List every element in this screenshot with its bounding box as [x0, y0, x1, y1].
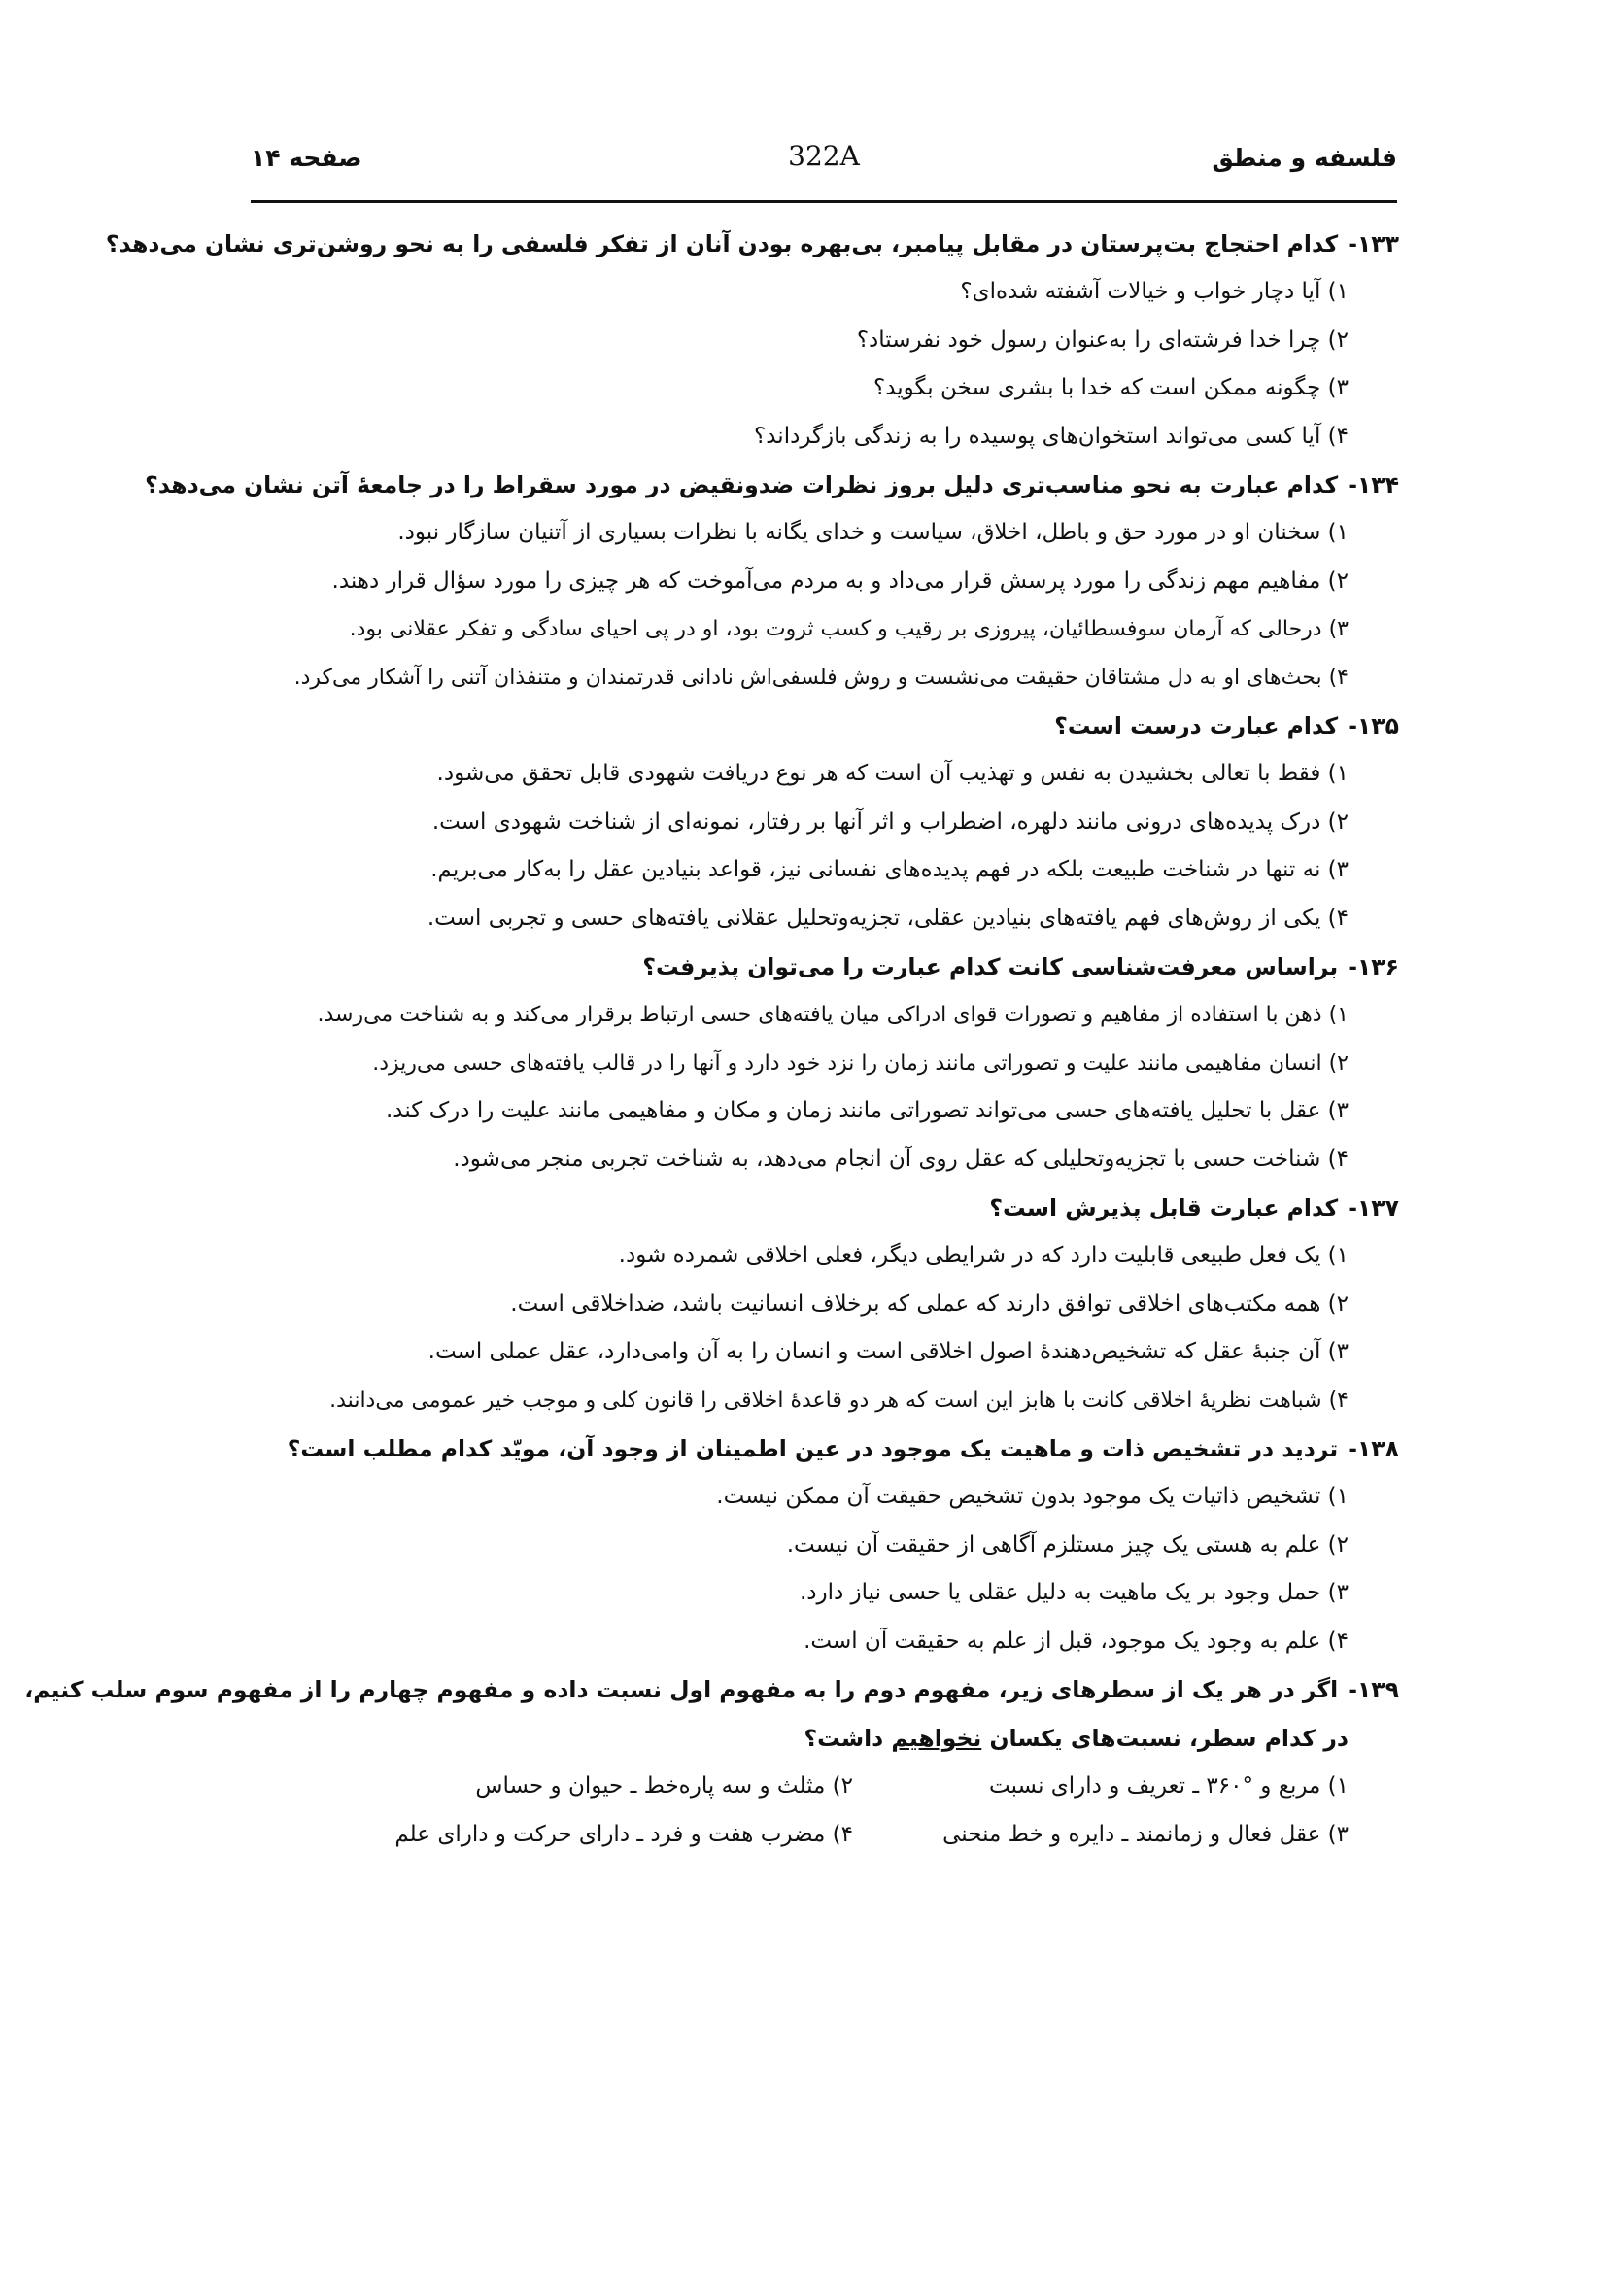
question-number: ۱۳۶- — [1348, 953, 1399, 980]
question-text: کدام عبارت درست است؟ — [1054, 712, 1339, 739]
option-4: ۴) آیا کسی می‌تواند استخوان‌های پوسیده را به زندگی بازگرداند؟ — [754, 423, 1349, 449]
question-stem — [145, 461, 1399, 509]
question-text: کدام احتجاج بت‌پرستان در مقابل پیامبر، بی‌بهره بودن آنان از تفکر فلسفی را به نحو روشن‌تری نشان می‌دهد؟ — [105, 230, 1339, 257]
option-2: ۲) علم به هستی یک چیز مستلزم آگاهی از حقیقت آن نیست. — [786, 1531, 1349, 1558]
header-divider — [251, 200, 1397, 203]
question-136 — [204, 942, 1399, 1183]
page-header — [251, 140, 1397, 192]
question-number: ۱۳۸- — [1348, 1435, 1399, 1462]
question-number: ۱۳۹- — [1348, 1676, 1399, 1703]
option-4: ۴) یکی از روش‌های فهم یافته‌های بنیادین عقلی، تجزیه‌وتحلیل عقلانی یافته‌های حسی و تجربی است. — [427, 905, 1349, 931]
option-4: ۴) شباهت نظریهٔ اخلاقی کانت با هابز این است که هر دو قاعدهٔ اخلاقی را قانون کلی و موجب خیر عمومی می‌دانند. — [329, 1388, 1349, 1413]
question-number: ۱۳۵- — [1348, 712, 1399, 739]
option-3: ۳) حمل وجود بر یک ماهیت به دلیل عقلی یا حسی نیاز دارد. — [799, 1580, 1349, 1605]
question-number: ۱۳۷- — [1348, 1194, 1399, 1221]
option-1: ۱) آیا دچار خواب و خیالات آشفته شده‌ای؟ — [960, 279, 1349, 304]
question-stem-continuation — [204, 1714, 1399, 1763]
option-4: ۴) علم به وجود یک موجود، قبل از علم به حقیقت آن است. — [804, 1628, 1349, 1654]
option-3: ۳) عقل فعال و زمانمند ـ دایره و خط منحنی — [942, 1821, 1349, 1847]
question-text: کدام عبارت به نحو مناسب‌تری دلیل بروز نظرات ضدونقیض در مورد سقراط را در جامعهٔ آتن نشان می‌دهد؟ — [145, 471, 1339, 498]
question-stem — [204, 1183, 1399, 1232]
underlined-negation: نخواهیم — [891, 1725, 982, 1752]
question-text: کدام عبارت قابل پذیرش است؟ — [989, 1194, 1339, 1221]
question-137 — [204, 1183, 1399, 1424]
question-text: تردید در تشخیص ذات و ماهیت یک موجود در عین اطمینان از وجود آن، مویّد کدام مطلب است؟ — [287, 1435, 1339, 1462]
option-2: ۲) درک پدیده‌های درونی مانند دلهره، اضطراب و اثر آنها بر رفتار، نمونه‌ای از شناخت شهودی است. — [431, 808, 1349, 835]
option-1: ۱) فقط با تعالی بخشیدن به نفس و تهذیب آن است که هر نوع دریافت شهودی قابل تحقق می‌شود. — [436, 761, 1349, 786]
option-3: ۳) عقل با تحلیل یافته‌های حسی می‌تواند تصوراتی مانند زمان و مکان و مفاهیمی مانند علیت را درک کند. — [385, 1098, 1349, 1123]
option-1: ۱) سخنان او در مورد حق و باطل، اخلاق، سیاست و خدای یگانه با نظرات بسیاری از آتنیان سازگار نبود. — [397, 520, 1349, 545]
question-stem — [105, 220, 1399, 268]
stem-cont-before: در کدام سطر، نسبت‌های یکسان — [981, 1725, 1349, 1752]
option-4: ۴) بحث‌های او به دل مشتاقان حقیقت می‌نشست و روش فلسفی‌اش نادانی قدرتمندان و متنفذان آتنی را آشکار می‌کرد. — [293, 665, 1349, 690]
question-number: ۱۳۴- — [1348, 471, 1399, 498]
option-2: ۲) همه مکتب‌های اخلاقی توافق دارند که عملی که برخلاف انسانیت باشد، ضداخلاقی است. — [510, 1290, 1349, 1317]
question-text: براساس معرفت‌شناسی کانت کدام عبارت را می‌توان پذیرفت؟ — [642, 953, 1339, 980]
option-3: ۳) آن جنبهٔ عقل که تشخیص‌دهندهٔ اصول اخلاقی است و انسان را به آن وامی‌دارد، عقل عملی است. — [427, 1339, 1349, 1364]
subject-title: فلسفه و منطق — [1212, 144, 1397, 172]
question-stem — [24, 1665, 1399, 1714]
option-3: ۳) نه تنها در شناخت طبیعت بلکه در فهم پدیده‌های نفسانی نیز، قواعد بنیادین عقل را به‌کار می‌بریم. — [430, 857, 1349, 882]
questions-section — [24, 220, 1399, 1859]
option-1: ۱) مربع و °۳۶۰ ـ تعریف و دارای نسبت — [989, 1773, 1349, 1799]
option-1: ۱) ذهن با استفاده از مفاهیم و تصورات قوای ادراکی میان یافته‌های حسی ارتباط برقرار می‌کند و به شناخت می‌رسد. — [317, 1003, 1349, 1027]
option-3: ۳) چگونه ممکن است که خدا با بشری سخن بگوید؟ — [872, 375, 1349, 400]
question-number: ۱۳۳- — [1348, 230, 1399, 257]
option-4: ۴) مضرب هفت و فرد ـ دارای حرکت و دارای علم — [394, 1821, 853, 1847]
question-139 — [24, 1665, 1399, 1859]
question-134 — [145, 461, 1399, 702]
question-135 — [204, 702, 1399, 942]
option-4: ۴) شناخت حسی با تجزیه‌وتحلیلی که عقل روی آن انجام می‌دهد، به شناخت تجربی منجر می‌شود. — [453, 1146, 1349, 1172]
option-grid — [204, 1763, 1399, 1859]
option-1: ۱) تشخیص ذاتیات یک موجود بدون تشخیص حقیقت آن ممکن نیست. — [716, 1484, 1349, 1509]
option-list — [204, 1473, 1399, 1665]
option-2: ۲) چرا خدا فرشته‌ای را به‌عنوان رسول خود نفرستاد؟ — [856, 326, 1349, 353]
question-133 — [105, 220, 1399, 461]
question-stem — [204, 1424, 1399, 1473]
page-number: صفحه ۱۴ — [251, 144, 362, 172]
option-2: ۲) مثلث و سه پاره‌خط ـ حیوان و حساس — [475, 1773, 853, 1799]
booklet-code: 322A — [788, 140, 860, 172]
option-list — [204, 750, 1399, 942]
option-3: ۳) درحالی که آرمان سوفسطائیان، پیروزی بر رقیب و کسب ثروت بود، او در پی احیای سادگی و تفکر عقلانی بود. — [349, 617, 1349, 641]
option-list — [204, 509, 1399, 702]
question-stem — [204, 942, 1399, 991]
question-stem — [204, 702, 1399, 750]
option-list — [204, 268, 1399, 461]
stem-cont-after: داشت؟ — [804, 1725, 892, 1752]
option-2: ۲) مفاهیم مهم زندگی را مورد پرسش قرار می‌داد و به مردم می‌آموخت که هر چیزی را مورد سؤال قرار دهند. — [331, 567, 1349, 594]
option-list — [204, 991, 1399, 1183]
option-2: ۲) انسان مفاهیمی مانند علیت و تصوراتی مانند زمان را نزد خود دارد و آنها را در قالب یافته‌های حسی می‌ریزد. — [372, 1050, 1349, 1076]
option-1: ۱) یک فعل طبیعی قابلیت دارد که در شرایطی دیگر، فعلی اخلاقی شمرده شود. — [618, 1243, 1349, 1268]
option-list — [204, 1232, 1399, 1424]
question-138 — [204, 1424, 1399, 1665]
question-text: اگر در هر یک از سطرهای زیر، مفهوم دوم را به مفهوم اول نسبت داده و مفهوم چهارم را از مفهوم سوم سلب کنیم، — [24, 1676, 1339, 1703]
